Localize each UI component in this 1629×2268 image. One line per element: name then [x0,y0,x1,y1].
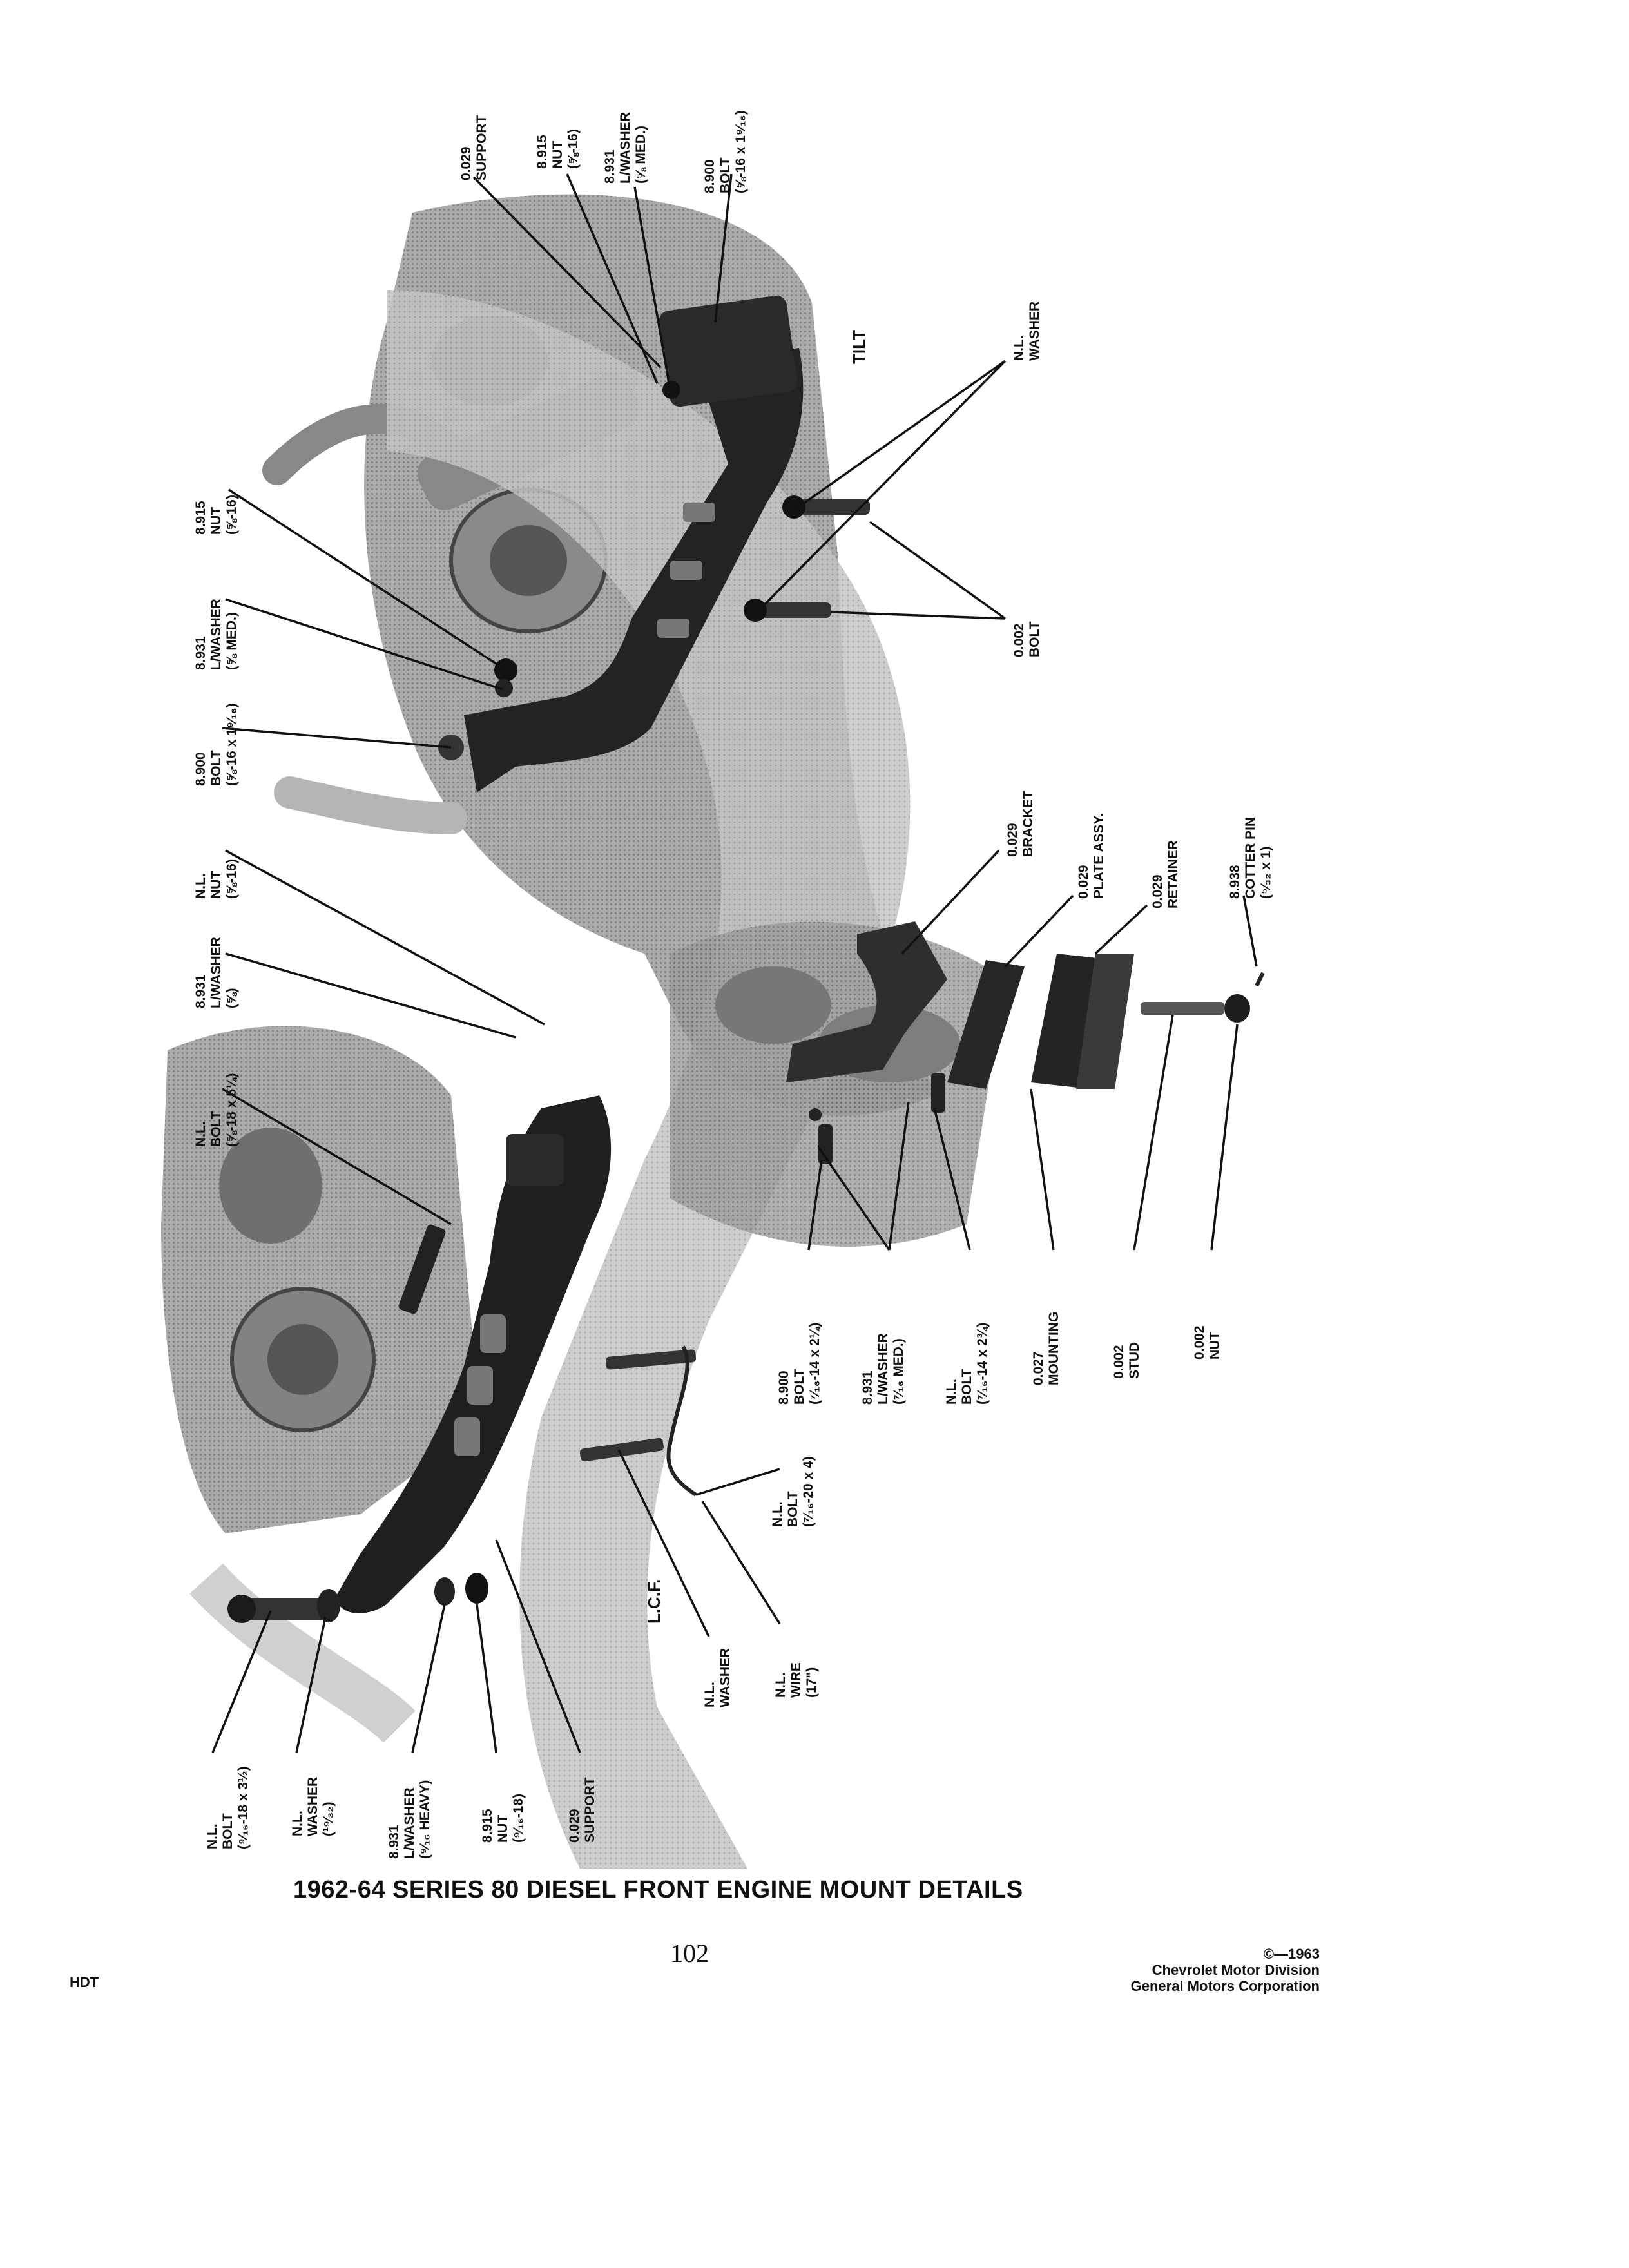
callout-mount-lwasher: 8.931 L/WASHER (⁷⁄₁₆ MED.) [860,1333,906,1405]
copyright-year: ©—1963 [1263,1946,1320,1962]
doc-code: HDT [70,1974,99,1990]
callout-tilt-bolt-top: 8.900 BOLT (⅝-16 x 1⁹⁄₁₆) [702,110,748,193]
callout-tilt-lwasher-top: 8.931 L/WASHER (⅝ MED.) [602,112,648,184]
mount-cushion-photo [670,922,1005,1247]
callout-lcf-bolt-20: N.L. BOLT (⁷⁄₁₆-20 x 4) [770,1456,816,1527]
callout-tilt-nut-top: 8.915 NUT (⅝-16) [535,129,581,169]
callout-tilt-lwasher-left: 8.931 L/WASHER (⅝ MED.) [193,599,239,670]
view-label-lcf: L.C.F. [644,1579,664,1624]
page-number: 102 [670,1939,709,1968]
callout-tilt-bolt-left: 8.900 BOLT (⅝-16 x 1⁹⁄₁₆) [193,703,239,786]
callout-lcf-washer: N.L. WASHER [702,1648,733,1707]
callout-lcf-nut: 8.915 NUT (⁹⁄₁₆-18) [480,1793,526,1843]
callout-lcf-support: 0.029 SUPPORT [567,1777,597,1843]
callout-lcf-lwasher-heavy: 8.931 L/WASHER (⁹⁄₁₆ HEAVY) [387,1780,432,1859]
callout-mount-bolt-b: N.L. BOLT (⁷⁄₁₆-14 x 2¾) [944,1322,990,1405]
copyright-corporation: General Motors Corporation [1130,1978,1320,1994]
callout-mount-bolt-a: 8.900 BOLT (⁷⁄₁₆-14 x 2¼) [776,1322,822,1405]
callout-mounting: 0.027 MOUNTING [1031,1311,1061,1385]
callout-bracket: 0.029 BRACKET [1005,791,1036,857]
callout-lcf-washer-small: N.L. WASHER (¹⁹⁄₃₂) [290,1776,336,1836]
callout-plate-assy: 0.029 PLATE ASSY. [1076,812,1106,899]
callout-tilt-bolt-right: 0.002 BOLT [1012,621,1042,657]
callout-cotter-pin: 8.938 COTTER PIN (⁵⁄₃₂ x 1) [1228,816,1273,899]
callout-retainer: 0.029 RETAINER [1150,840,1181,908]
callout-lcf-wire: N.L. WIRE (17") [773,1662,819,1698]
callout-mount-nut: 0.002 NUT [1192,1325,1222,1360]
callout-nl-bolt: N.L. BOLT (⅝-18 x 5¼) [193,1073,239,1147]
view-label-tilt: TILT [849,330,869,364]
copyright-block [1131,1946,1320,1994]
callout-tilt-support: 0.029 SUPPORT [459,115,489,180]
figure-caption: 1962-64 SERIES 80 DIESEL FRONT ENGINE MOUNT DETAILS [293,1876,1023,1903]
callout-nl-nut: N.L. NUT (⅝-16) [193,859,239,899]
callout-tilt-nut-left: 8.915 NUT (⅝-16) [193,495,239,535]
copyright-division: Chevrolet Motor Division [1152,1962,1320,1978]
callout-lcf-bolt-18: N.L. BOLT (⁹⁄₁₆-18 x 3½) [205,1766,251,1849]
callout-tilt-washer: N.L. WASHER [1012,301,1042,361]
callout-nl-lwasher: 8.931 L/WASHER (⅝) [193,937,239,1008]
callout-stud: 0.002 STUD [1112,1341,1142,1379]
